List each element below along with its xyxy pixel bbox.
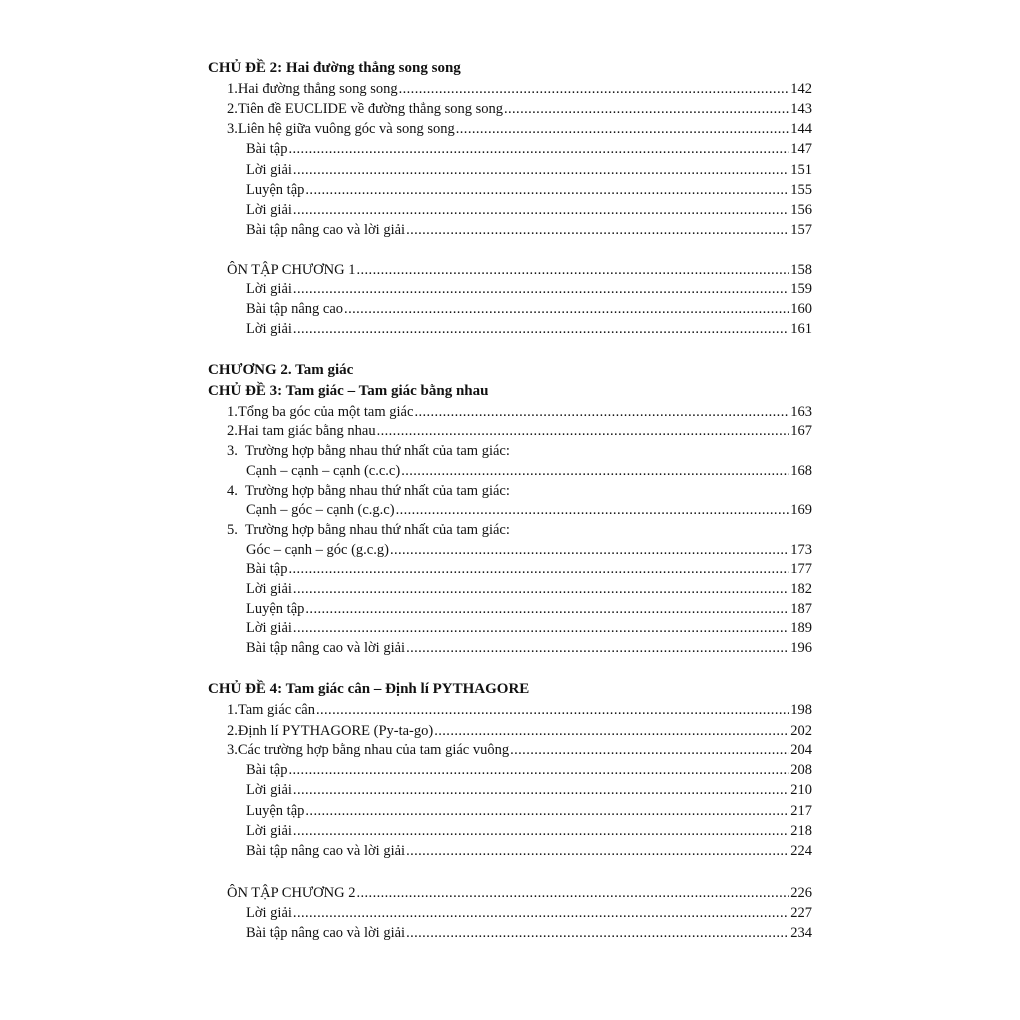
toc-entry-number: 4. xyxy=(227,483,238,499)
toc-entry[interactable] xyxy=(227,700,812,720)
toc-entry-label-bai-tap-nang-cao-va-loi-giai: Bài tập nâng cao và lời giải xyxy=(246,222,406,238)
toc-heading xyxy=(208,58,461,78)
toc-entry[interactable] xyxy=(246,180,812,200)
heading-label: CHỦ ĐỀ 4: Tam giác cân – Định lí PYTHAGORE xyxy=(208,681,530,697)
toc-entry[interactable] xyxy=(227,99,812,119)
dot-leader xyxy=(293,200,789,220)
page-number: 202 xyxy=(790,723,812,739)
toc-entry[interactable] xyxy=(246,559,812,579)
dot-leader xyxy=(288,760,789,780)
toc-entry-label-bai-tap: Bài tập xyxy=(246,762,288,778)
toc-entry[interactable] xyxy=(246,903,812,923)
dot-leader xyxy=(414,402,789,422)
dot-leader xyxy=(390,540,789,560)
dot-leader xyxy=(356,883,789,903)
toc-entry[interactable] xyxy=(246,923,812,943)
dot-leader xyxy=(399,79,790,99)
toc-entry-label-tong-ba-goc-cua-mot-tam-giac: Tổng ba góc của một tam giác xyxy=(237,404,414,420)
page-number: 158 xyxy=(790,262,812,278)
toc-entry-number: 2. xyxy=(227,423,238,439)
toc-entry-number: 1. xyxy=(227,81,238,97)
toc-entry-label-truong-hop-bang-nhau-thu-nhat-cua-tam-giac: Trường hợp bằng nhau thứ nhất của tam giác: xyxy=(245,443,510,459)
toc-entry-label-cac-truong-hop-bang-nhau-cua-tam-giac-vuong: Các trường hợp bằng nhau của tam giác vuông xyxy=(237,742,510,758)
page-number: 147 xyxy=(790,141,812,157)
page-number: 182 xyxy=(790,581,812,597)
toc-entry-label-canh-goc-canh-c-g-c: Cạnh – góc – cạnh (c.g.c) xyxy=(246,502,395,518)
page-number: 144 xyxy=(790,121,812,137)
toc-entry-label-goc-canh-goc-g-c-g: Góc – cạnh – góc (g.c.g) xyxy=(246,542,389,558)
toc-entry-label-bai-tap-nang-cao-va-loi-giai: Bài tập nâng cao và lời giải xyxy=(246,640,406,656)
toc-entry-label-truong-hop-bang-nhau-thu-nhat-cua-tam-giac: Trường hợp bằng nhau thứ nhất của tam giác: xyxy=(245,522,510,538)
page-number: 187 xyxy=(790,601,812,617)
dot-leader xyxy=(406,841,789,861)
dot-leader xyxy=(288,139,789,159)
heading-label: CHƯƠNG 2. Tam giác xyxy=(208,362,354,378)
page-number: 198 xyxy=(790,702,812,718)
dot-leader xyxy=(293,618,789,638)
toc-entry-label-loi-giai: Lời giải xyxy=(246,202,292,218)
page-number: 163 xyxy=(790,404,812,420)
toc-entry[interactable] xyxy=(227,402,812,422)
toc-entry[interactable] xyxy=(227,421,812,441)
page-number: 227 xyxy=(790,905,812,921)
dot-leader xyxy=(293,279,789,299)
toc-entry-label-tam-giac-can: Tam giác cân xyxy=(237,702,315,718)
toc-entry[interactable] xyxy=(246,579,812,599)
page-number: 173 xyxy=(790,542,812,558)
toc-heading xyxy=(208,679,529,699)
toc-entry-label-on-tap-chuong-1: ÔN TẬP CHƯƠNG 1 xyxy=(227,262,356,278)
toc-entry-label-bai-tap-nang-cao-va-loi-giai: Bài tập nâng cao và lời giải xyxy=(246,925,406,941)
toc-entry-label-on-tap-chuong-2: ÔN TẬP CHƯƠNG 2 xyxy=(227,885,356,901)
toc-entry-label-loi-giai: Lời giải xyxy=(246,905,292,921)
dot-leader xyxy=(293,160,789,180)
page-number: 189 xyxy=(790,620,812,636)
toc-entry xyxy=(227,481,510,501)
toc-entry[interactable] xyxy=(246,618,812,638)
dot-leader xyxy=(510,740,789,760)
dot-leader xyxy=(293,903,789,923)
toc-entry-number: 3. xyxy=(227,121,238,137)
page-number: 155 xyxy=(790,182,812,198)
page-number: 217 xyxy=(790,803,812,819)
toc-entry-number: 5. xyxy=(227,522,238,538)
toc-entry[interactable] xyxy=(246,500,812,520)
page-number: 196 xyxy=(790,640,812,656)
page-number: 161 xyxy=(790,321,812,337)
toc-entry-number: 3. xyxy=(227,742,238,758)
toc-entry-label-hai-duong-thang-song-song: Hai đường thẳng song song xyxy=(237,81,398,97)
toc-entry[interactable] xyxy=(227,79,812,99)
dot-leader xyxy=(293,579,789,599)
toc-entry[interactable] xyxy=(246,220,812,240)
dot-leader xyxy=(377,421,790,441)
toc-entry-label-loi-giai: Lời giải xyxy=(246,581,292,597)
page-number: 142 xyxy=(790,81,812,97)
dot-leader xyxy=(316,700,789,720)
heading-label: CHỦ ĐỀ 3: Tam giác – Tam giác bằng nhau xyxy=(208,383,489,399)
toc-entry-label-tien-de-euclide-ve-duong-thang-song-song: Tiên đề EUCLIDE về đường thẳng song song xyxy=(237,101,503,117)
toc-entry-number: 1. xyxy=(227,702,238,718)
toc-entry-label-bai-tap: Bài tập xyxy=(246,141,288,157)
toc-entry[interactable] xyxy=(246,299,812,319)
dot-leader xyxy=(293,780,789,800)
dot-leader xyxy=(344,299,789,319)
toc-heading xyxy=(208,381,488,401)
toc-entry-label-luyen-tap: Luyện tập xyxy=(246,803,305,819)
page-number: 159 xyxy=(790,281,812,297)
page-number: 177 xyxy=(790,561,812,577)
toc-entry-label-canh-canh-canh-c-c-c: Cạnh – cạnh – cạnh (c.c.c) xyxy=(246,463,401,479)
toc-entry[interactable] xyxy=(246,200,812,220)
toc-entry[interactable] xyxy=(246,160,812,180)
toc-entry-label-dinh-li-pythagore-py-ta-go: Định lí PYTHAGORE (Py-ta-go) xyxy=(237,723,434,739)
toc-entry-label-loi-giai: Lời giải xyxy=(246,620,292,636)
toc-entry[interactable] xyxy=(246,760,812,780)
page-number: 143 xyxy=(790,101,812,117)
page-number: 160 xyxy=(790,301,812,317)
dot-leader xyxy=(406,638,789,658)
dot-leader xyxy=(396,500,790,520)
page-number: 151 xyxy=(790,162,812,178)
toc-entry-label-hai-tam-giac-bang-nhau: Hai tam giác bằng nhau xyxy=(237,423,376,439)
page-number: 168 xyxy=(790,463,812,479)
toc-entry[interactable] xyxy=(246,841,812,861)
toc-entry[interactable] xyxy=(246,461,812,481)
toc-entry[interactable] xyxy=(246,279,812,299)
page-number: 218 xyxy=(790,823,812,839)
dot-leader xyxy=(356,260,789,280)
page-number: 204 xyxy=(790,742,812,758)
toc-entry-number: 2. xyxy=(227,101,238,117)
toc-entry-number: 2. xyxy=(227,723,238,739)
page-number: 208 xyxy=(790,762,812,778)
toc-entry-label-bai-tap-nang-cao: Bài tập nâng cao xyxy=(246,301,344,317)
toc-entry[interactable] xyxy=(227,119,812,139)
dot-leader xyxy=(504,99,789,119)
toc-entry-label-luyen-tap: Luyện tập xyxy=(246,601,305,617)
page-number: 210 xyxy=(790,782,812,798)
toc-entry-label-loi-giai: Lời giải xyxy=(246,823,292,839)
toc-heading xyxy=(208,360,353,380)
toc-entry[interactable] xyxy=(246,540,812,560)
toc-entry-label-bai-tap-nang-cao-va-loi-giai: Bài tập nâng cao và lời giải xyxy=(246,843,406,859)
dot-leader xyxy=(305,180,789,200)
heading-label: CHỦ ĐỀ 2: Hai đường thẳng song song xyxy=(208,60,461,76)
dot-leader xyxy=(406,923,789,943)
toc-entry-label-luyen-tap: Luyện tập xyxy=(246,182,305,198)
page-number: 226 xyxy=(790,885,812,901)
toc-entry-label-loi-giai: Lời giải xyxy=(246,281,292,297)
dot-leader xyxy=(305,599,789,619)
dot-leader xyxy=(456,119,790,139)
page-number: 234 xyxy=(790,925,812,941)
dot-leader xyxy=(434,721,789,741)
page-number: 169 xyxy=(790,502,812,518)
toc-entry-label-loi-giai: Lời giải xyxy=(246,782,292,798)
dot-leader xyxy=(293,319,789,339)
dot-leader xyxy=(288,559,789,579)
page-number: 157 xyxy=(790,222,812,238)
dot-leader xyxy=(305,801,789,821)
page-number: 224 xyxy=(790,843,812,859)
toc-entry[interactable] xyxy=(246,319,812,339)
toc-entry-number: 1. xyxy=(227,404,238,420)
toc-entry[interactable] xyxy=(227,721,812,741)
toc-entry-number: 3. xyxy=(227,443,238,459)
dot-leader xyxy=(406,220,789,240)
dot-leader xyxy=(401,461,789,481)
page-number: 156 xyxy=(790,202,812,218)
toc-entry[interactable] xyxy=(227,740,812,760)
toc-entry[interactable] xyxy=(246,780,812,800)
page-number: 167 xyxy=(790,423,812,439)
toc-entry xyxy=(227,441,510,461)
toc-entry[interactable] xyxy=(246,599,812,619)
dot-leader xyxy=(293,821,789,841)
toc-entry[interactable] xyxy=(246,638,812,658)
toc-entry[interactable] xyxy=(246,821,812,841)
toc-entry[interactable] xyxy=(246,139,812,159)
toc-entry[interactable] xyxy=(227,883,812,903)
toc-entry xyxy=(227,520,510,540)
toc-entry-label-loi-giai: Lời giải xyxy=(246,162,292,178)
toc-entry[interactable] xyxy=(246,801,812,821)
toc-entry-label-lien-he-giua-vuong-goc-va-song-song: Liên hệ giữa vuông góc và song song xyxy=(237,121,455,137)
toc-entry-label-truong-hop-bang-nhau-thu-nhat-cua-tam-giac: Trường hợp bằng nhau thứ nhất của tam giác: xyxy=(245,483,510,499)
toc-entry-label-bai-tap: Bài tập xyxy=(246,561,288,577)
toc-entry-label-loi-giai: Lời giải xyxy=(246,321,292,337)
toc-entry[interactable] xyxy=(227,260,812,280)
